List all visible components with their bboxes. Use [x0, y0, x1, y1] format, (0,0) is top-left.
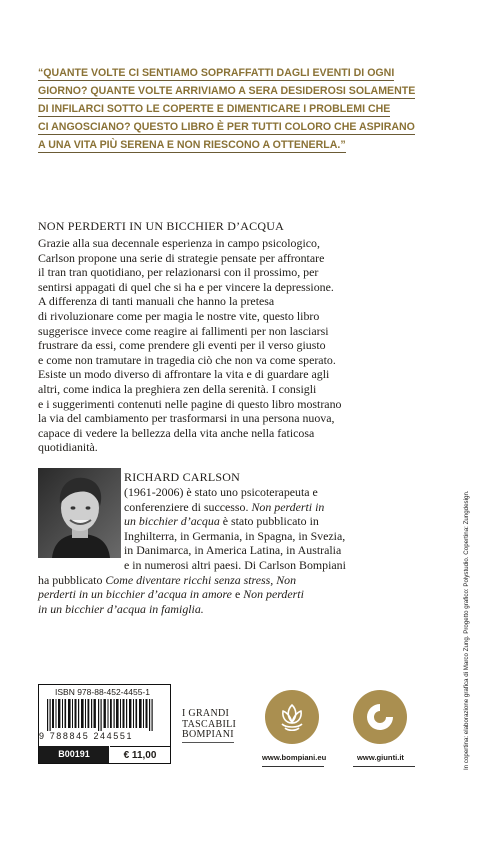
back-cover-quote [38, 64, 418, 154]
description-line: e i suggerimenti contenuti nelle pagine di questo libro mostrano [38, 396, 342, 411]
quote-line: DI INFILARCI SOTTO LE COPERTE E DIMENTICARE I PROBLEMI CHE [38, 103, 391, 115]
bio-line: Inghilterra, in Germania, in Spagna, in Svezia, [124, 528, 346, 543]
description-line: e come non tramutare in tragedia ciò che non va come sperato. [38, 352, 336, 367]
bompiani-website[interactable]: www.bompiani.eu [262, 753, 327, 762]
quote-line: A UNA VITA PIÙ SERENA E NON RIESCONO A OTTENERLA.” [38, 139, 346, 151]
bio-line: in un bicchier d’acqua in famiglia. [38, 601, 204, 616]
book-description [38, 236, 428, 455]
description-line: la via del cambiamento per trasformarsi in una persona nuova, [38, 411, 335, 426]
bio-line: (1961-2006) è stato uno psicoterapeuta e [124, 485, 318, 499]
bompiani-rule [262, 766, 324, 767]
barcode-number: 9 788845 244551 [39, 731, 134, 741]
description-line: Esiste un modo diverso di affrontare la vita e di guardare agli [38, 367, 330, 382]
product-code: B00191 [39, 746, 109, 763]
book-title: NON PERDERTI IN UN BICCHIER D’ACQUA [38, 219, 284, 233]
description-line: A differenza di tanti manuali che hanno la pretesa [38, 294, 275, 309]
giunti-website[interactable]: www.giunti.it [357, 753, 404, 762]
series-divider [182, 742, 234, 743]
cover-credits: In copertina: elaborazione grafica di Marco Zung. Progetto grafico: Polystudio. Copertina: Zungdesign. [463, 490, 470, 770]
series-name [182, 709, 242, 741]
bio-line: in Danimarca, in America Latina, in Australia [124, 543, 342, 558]
series-line: I GRANDI [182, 708, 230, 719]
giunti-spiral-logo-icon [353, 690, 407, 744]
description-line: capace di vedere la bellezza della vita anche nella faticosa [38, 425, 315, 440]
bio-line: ha pubblicato Come diventare ricchi senza stress, Non [38, 572, 297, 587]
price: € 11,00 [110, 746, 170, 764]
author-name: RICHARD CARLSON [124, 470, 241, 484]
giunti-rule [353, 766, 415, 767]
bio-line: conferenziere di successo. Non perderti in [124, 499, 325, 514]
description-line: Carlson propone una serie di strategie pensate per affrontare [38, 250, 325, 265]
description-line: frustrare da essi, come prendere gli eventi per il verso giusto [38, 338, 326, 353]
bompiani-flower-logo-icon [265, 690, 319, 744]
series-line: TASCABILI [182, 718, 237, 730]
isbn-text: ISBN 978-88-452-4455-1 [55, 687, 150, 697]
quote-line: GIORNO? QUANTE VOLTE ARRIVIAMO A SERA DESIDEROSI SOLAMENTE [38, 85, 416, 97]
bio-line: e in numerosi altri paesi. Di Carlson Bompiani [124, 557, 346, 572]
description-line: di rivoluzionare come per magia le nostre vite, questo libro [38, 308, 320, 323]
quote-line: “QUANTE VOLTE CI SENTIAMO SOPRAFFATTI DAGLI EVENTI DI OGNI [38, 67, 395, 79]
description-line: suggerisce invece come reagire ai fallimenti per non lasciarsi [38, 323, 329, 338]
bio-line: un bicchier d’acqua è stato pubblicato in [124, 514, 319, 529]
bio-line: perderti in un bicchier d’acqua in amore e Non perderti [38, 587, 304, 602]
barcode-graphic [45, 699, 165, 731]
description-line: Grazie alla sua decennale esperienza in campo psicologico, [38, 236, 320, 250]
quote-line: CI ANGOSCIANO? QUESTO LIBRO È PER TUTTI COLORO CHE ASPIRANO [38, 121, 415, 133]
series-line: BOMPIANI [182, 729, 234, 740]
description-line: sentirsi appagati di quel che si ha e per vincere la depressione. [38, 279, 334, 294]
description-line: quotidianità. [38, 440, 98, 455]
description-line: altri, come indica la preghiera zen della serenità. I consigli [38, 381, 317, 396]
description-line: il tran tran quotidiano, per relazionarsi con il prossimo, per [38, 265, 319, 280]
author-bio [38, 485, 438, 616]
barcode-box [38, 684, 171, 764]
